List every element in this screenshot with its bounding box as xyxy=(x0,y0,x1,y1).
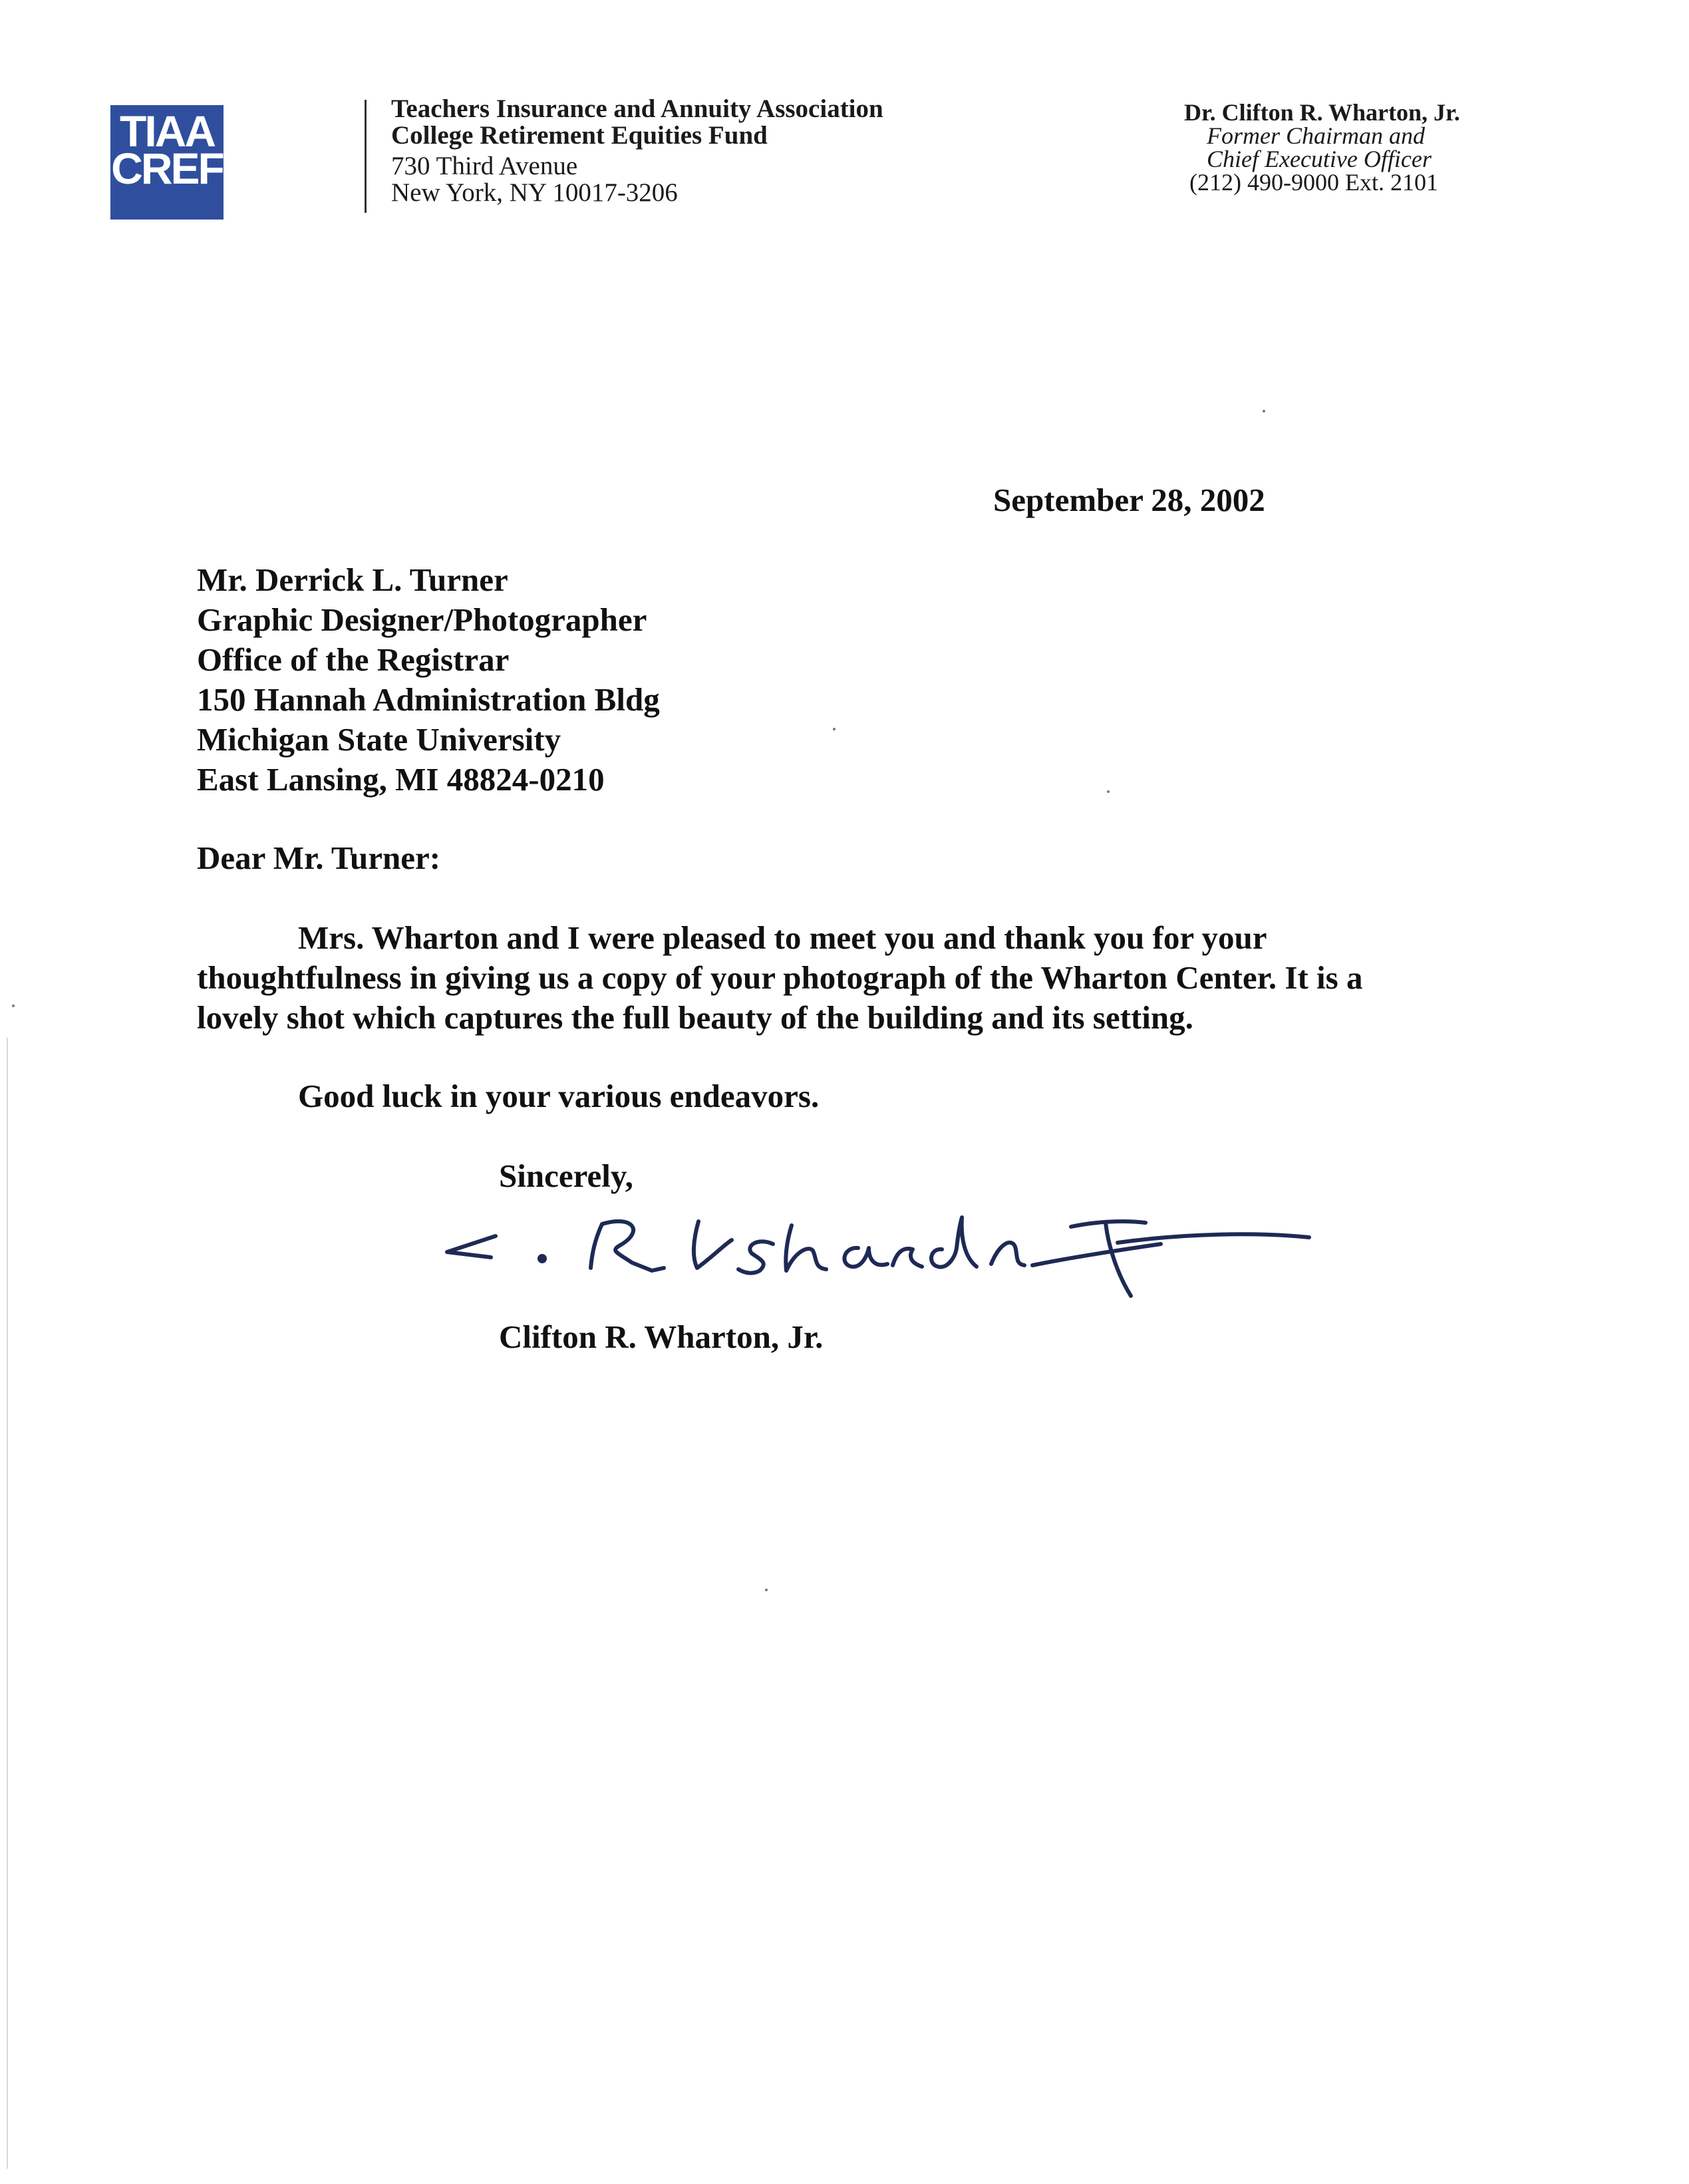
logo-line-1: TIAA xyxy=(120,106,214,156)
exec-title-2: Chief Executive Officer xyxy=(1207,146,1432,172)
paragraph-1-line-1: Mrs. Wharton and I were pleased to meet you and thank you for your xyxy=(298,919,1267,956)
logo-line-2: CREF xyxy=(111,144,223,193)
org-address-2: New York, NY 10017-3206 xyxy=(391,178,678,207)
tiaa-cref-logo xyxy=(110,105,224,220)
body-paragraph-2: Good luck in your various endeavors. xyxy=(298,1078,820,1114)
org-name-1: Teachers Insurance and Annuity Association xyxy=(391,94,883,123)
org-name-2: College Retirement Equities Fund xyxy=(391,121,768,150)
recipient-city: East Lansing, MI 48824-0210 xyxy=(197,761,605,798)
scan-speck xyxy=(1263,410,1265,412)
recipient-address xyxy=(197,560,660,800)
body-paragraph-1 xyxy=(197,918,1461,1038)
recipient-office: Office of the Registrar xyxy=(197,641,510,678)
closing: Sincerely, xyxy=(499,1158,633,1194)
org-address-1: 730 Third Avenue xyxy=(391,152,578,180)
paragraph-1-line-2: thoughtfulness in giving us a copy of your photograph of the Wharton Center. It is a xyxy=(197,959,1363,996)
letterhead-divider xyxy=(365,100,367,213)
salutation: Dear Mr. Turner: xyxy=(197,840,441,876)
recipient-building: 150 Hannah Administration Bldg xyxy=(197,681,660,718)
handwritten-signature xyxy=(432,1211,1344,1317)
scan-speck xyxy=(1107,790,1110,793)
scan-speck xyxy=(833,728,836,730)
recipient-university: Michigan State University xyxy=(197,721,561,758)
executive-block xyxy=(1184,101,1497,194)
organization-block xyxy=(391,96,883,206)
page-edge xyxy=(7,1038,8,2169)
scan-speck xyxy=(765,1589,768,1591)
paragraph-1-line-3: lovely shot which captures the full beauty of the building and its setting. xyxy=(197,999,1193,1036)
recipient-title: Graphic Designer/Photographer xyxy=(197,601,647,638)
letter-date: September 28, 2002 xyxy=(993,482,1265,518)
recipient-name: Mr. Derrick L. Turner xyxy=(197,561,508,598)
scan-speck xyxy=(12,1005,15,1007)
exec-title-1: Former Chairman and xyxy=(1207,122,1426,149)
exec-phone: (212) 490-9000 Ext. 2101 xyxy=(1189,169,1438,196)
signer-name: Clifton R. Wharton, Jr. xyxy=(499,1319,824,1355)
exec-name: Dr. Clifton R. Wharton, Jr. xyxy=(1184,99,1460,126)
